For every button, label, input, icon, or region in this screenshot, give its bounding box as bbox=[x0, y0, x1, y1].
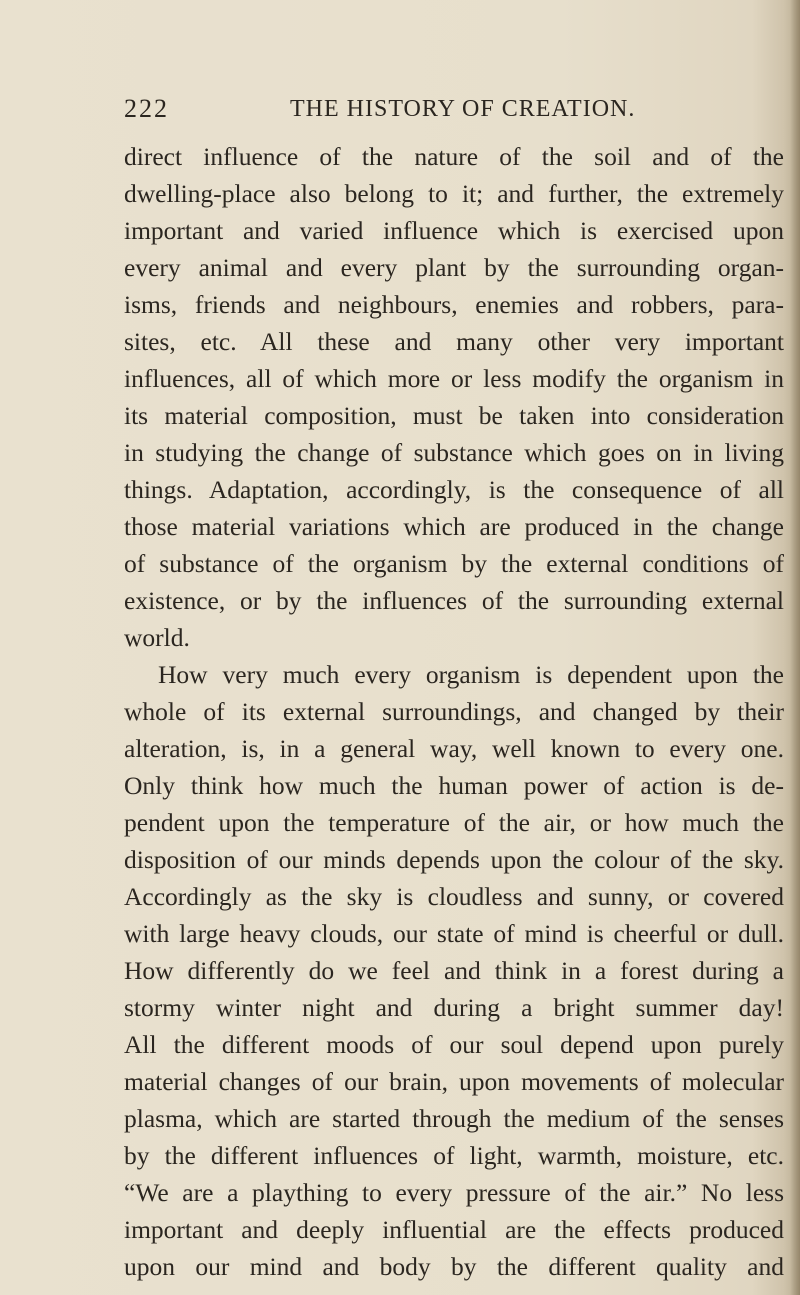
running-title: THE HISTORY OF CREATION. bbox=[290, 96, 636, 122]
text-line: “We are a plaything to every pressure of the air.” No less bbox=[124, 1178, 784, 1207]
text-line: material changes of our brain, upon movements of molecular bbox=[124, 1067, 784, 1096]
text-line: with large heavy clouds, our state of mind is cheerful or dull. bbox=[124, 919, 784, 948]
text-line: world. bbox=[124, 623, 190, 652]
text-line: in studying the change of substance which goes on in living bbox=[124, 438, 784, 467]
text-line: dwelling-place also belong to it; and further, the extremely bbox=[124, 179, 784, 208]
text-line: important and deeply influential are the effects produced bbox=[124, 1215, 784, 1244]
text-line: whole of its external surroundings, and changed by their bbox=[124, 697, 784, 726]
text-line: All the different moods of our soul depend upon purely bbox=[124, 1030, 784, 1059]
text-line: Accordingly as the sky is cloudless and sunny, or covered bbox=[124, 882, 784, 911]
text-line: pendent upon the temperature of the air, or how much the bbox=[124, 808, 784, 837]
text-line: direct influence of the nature of the soil and of the bbox=[124, 142, 784, 171]
text-line: stormy winter night and during a bright summer day! bbox=[124, 993, 784, 1022]
running-head bbox=[124, 94, 694, 126]
text-line: How differently do we feel and think in a forest during a bbox=[124, 956, 784, 985]
text-line: alteration, is, in a general way, well known to every one. bbox=[124, 734, 784, 763]
text-line: Only think how much the human power of action is de- bbox=[124, 771, 784, 800]
text-line: isms, friends and neighbours, enemies and robbers, para- bbox=[124, 290, 784, 319]
text-line: those material variations which are produced in the change bbox=[124, 512, 784, 541]
body-text bbox=[124, 138, 784, 1285]
text-line: plasma, which are started through the medium of the senses bbox=[124, 1104, 784, 1133]
text-line: How very much every organism is dependent upon the bbox=[158, 660, 784, 689]
page-edge-shadow bbox=[790, 0, 800, 1295]
text-line: sites, etc. All these and many other very important bbox=[124, 327, 784, 356]
page-number: 222 bbox=[124, 94, 169, 123]
text-line: disposition of our minds depends upon the colour of the sky. bbox=[124, 845, 784, 874]
text-line: upon our mind and body by the different quality and bbox=[124, 1252, 784, 1281]
text-line: influences, all of which more or less modify the organism in bbox=[124, 364, 784, 393]
text-line: by the different influences of light, warmth, moisture, etc. bbox=[124, 1141, 784, 1170]
text-line: every animal and every plant by the surrounding organ- bbox=[124, 253, 784, 282]
paragraph bbox=[124, 656, 784, 1285]
text-line: of substance of the organism by the external conditions of bbox=[124, 549, 784, 578]
text-line: existence, or by the influences of the surrounding external bbox=[124, 586, 784, 615]
paragraph bbox=[124, 138, 784, 656]
text-line: its material composition, must be taken into consideration bbox=[124, 401, 784, 430]
text-line: important and varied influence which is exercised upon bbox=[124, 216, 784, 245]
text-line: things. Adaptation, accordingly, is the consequence of all bbox=[124, 475, 784, 504]
